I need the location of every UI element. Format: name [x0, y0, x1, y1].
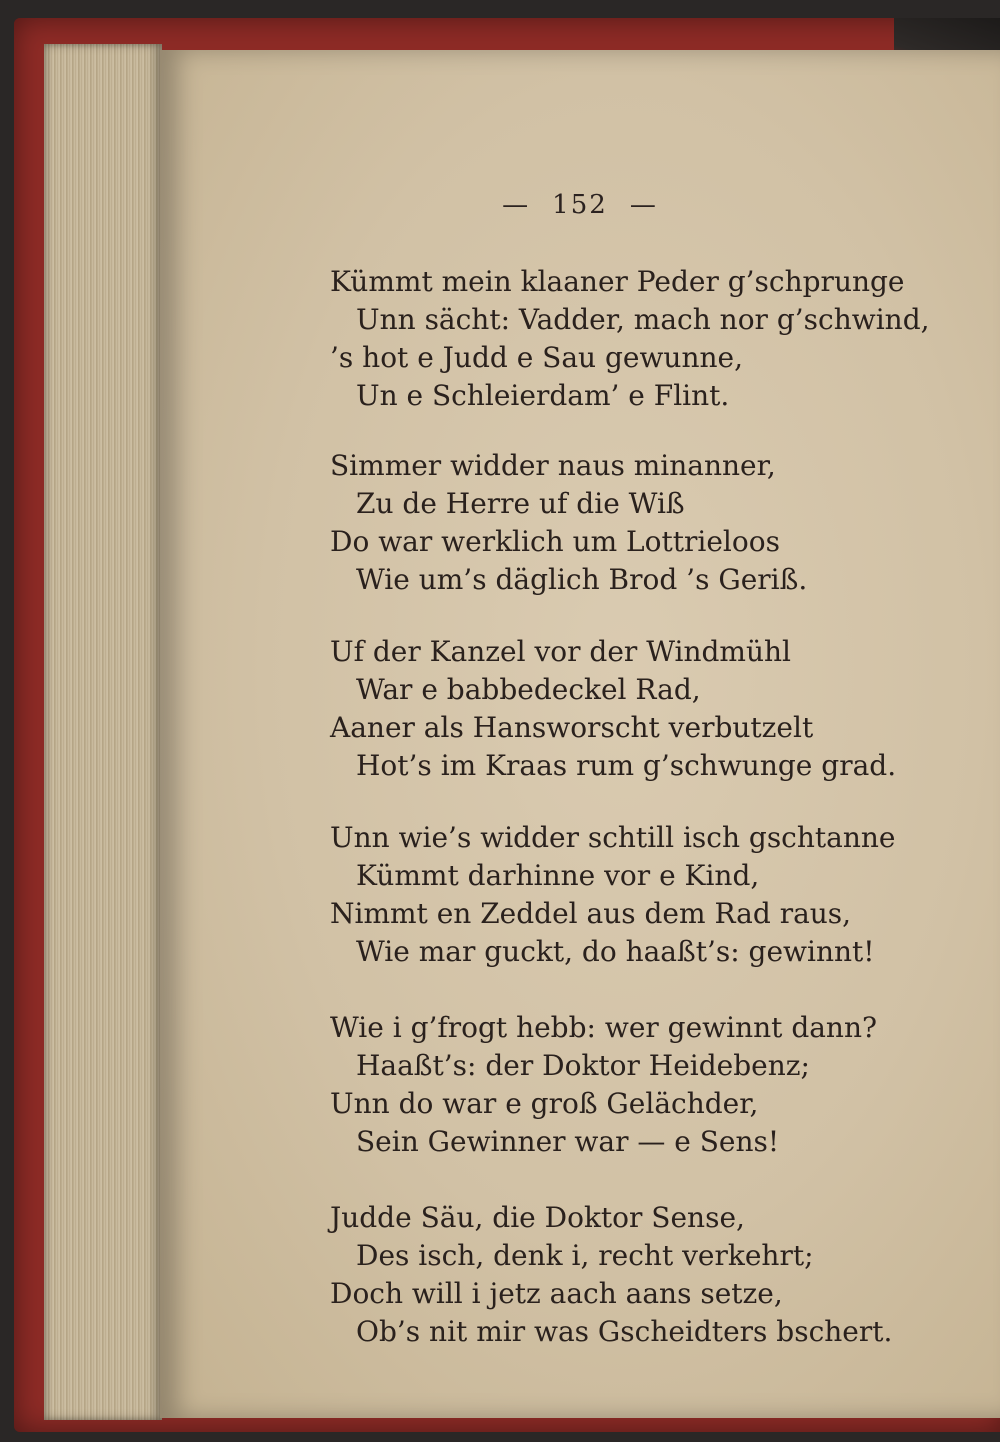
verse-line: Zu de Herre uf die Wiß — [356, 487, 685, 520]
page-edges — [44, 44, 162, 1420]
verse-line: Kümmt darhinne vor e Kind, — [356, 859, 760, 892]
verse-line: Un e Schleierdam’ e Flint. — [356, 379, 730, 412]
verse-line: Unn do war e groß Gelächder, — [330, 1087, 759, 1120]
verse-line: Des isch, denk i, recht verkehrt; — [356, 1239, 814, 1272]
verse-line: War e babbedeckel Rad, — [356, 673, 701, 706]
verse-line: Judde Säu, die Doktor Sense, — [330, 1201, 745, 1234]
verse-line: Doch will i jetz aach aans setze, — [330, 1277, 783, 1310]
verse-line: Simmer widder naus minanner, — [330, 449, 776, 482]
verse-line: Unn wie’s widder schtill isch gschtanne — [330, 821, 896, 854]
verse-line: Aaner als Hansworscht verbutzelt — [330, 711, 814, 744]
verse-line: ’s hot e Judd e Sau gewunne, — [330, 341, 743, 374]
page-number — [160, 190, 1000, 220]
verse-line: Haaßt’s: der Doktor Heidebenz; — [356, 1049, 810, 1082]
dash-left: — — [502, 190, 531, 220]
verse-line: Uf der Kanzel vor der Windmühl — [330, 635, 791, 668]
verse-line: Ob’s nit mir was Gscheidters bschert. — [356, 1315, 893, 1348]
verse-line: Hot’s im Kraas rum g’schwunge grad. — [356, 749, 897, 782]
page-number-value: 152 — [552, 190, 608, 220]
book-page — [160, 50, 1000, 1418]
verse-line: Unn sächt: Vadder, mach nor g’schwind, — [356, 303, 930, 336]
verse-line: Wie mar guckt, do haaßt’s: gewinnt! — [356, 935, 875, 968]
verse-line: Wie i g’frogt hebb: wer gewinnt dann? — [330, 1011, 878, 1044]
verse-line: Kümmt mein klaaner Peder g’schprunge — [330, 265, 905, 298]
verse-line: Sein Gewinner war — e Sens! — [356, 1125, 780, 1158]
verse-line: Do war werklich um Lottrieloos — [330, 525, 780, 558]
verse-line: Wie um’s däglich Brod ’s Geriß. — [356, 563, 808, 596]
dash-right: — — [629, 190, 658, 220]
verse-line: Nimmt en Zeddel aus dem Rad raus, — [330, 897, 852, 930]
